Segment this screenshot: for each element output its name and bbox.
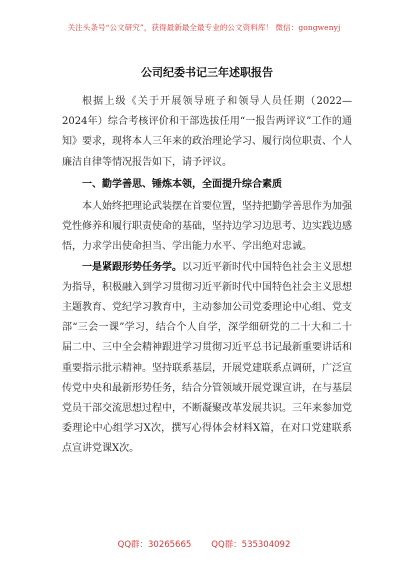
- footer-qq-group-2: QQ群：535304092: [211, 540, 291, 550]
- section-1-paragraph: 本人始终把理论武装摆在首要位置，坚持把勤学善思作为加强党性修养和履行职责使命的基础，坚持边学习边思考、边实践边感悟，力求学出使命担当、学出能力水平、学出绝对忠诚。: [62, 201, 352, 253]
- subsection-1-lead: 一是紧跟形势任务学。: [82, 261, 182, 273]
- section-heading-1: 一、勤学善思、锤炼本领，全面提升综合素质: [82, 178, 282, 190]
- header-banner: 关注头条号“公文研究”，获得最新最全最专业的公文资料库！ 微信：gongwenyj: [67, 23, 341, 32]
- footer-qq-group-1: QQ群：30265665: [117, 540, 192, 550]
- subsection-1-body: 以习近平新时代中国特色社会主义思想为指导，积极融入到学习贯彻习近平新时代中国特色社会主义思想主题教育、党纪学习教育中，主动参加公司党委理论中心组、党支部“三会一课”学习，结合个人自学，深学细研党的二十大和二十届二中、三中全会精神跟进学习贯彻习近平总书记最新重要讲话和重要指示批示精神。坚持联系基层，开展党建联系点调研，广泛宣传党中央和最新形势任务，结合分管领域开展党课宣讲，在与基层党员干部交流思想过程中，不断凝聚改革发展共识。三年来参加党委理论中心组学习X次，撰写心得体会材料X篇，在对口党建联系点宣讲党课X次。: [62, 261, 352, 455]
- document-title: 公司纪委书记三年述职报告: [141, 66, 273, 79]
- intro-paragraph: 根据上级《关于开展领导班子和领导人员任期（2022—2024年）综合考核评价和干部选拔任用“一报告两评议”工作的通知》要求，现将本人三年来的政治理论学习、履行岗位职责、个人廉洁自律等情况报告如下，请予评议。: [62, 96, 352, 168]
- footer-contact: [0, 538, 408, 550]
- subsection-1-paragraph: [62, 258, 352, 460]
- document-body: [62, 64, 352, 460]
